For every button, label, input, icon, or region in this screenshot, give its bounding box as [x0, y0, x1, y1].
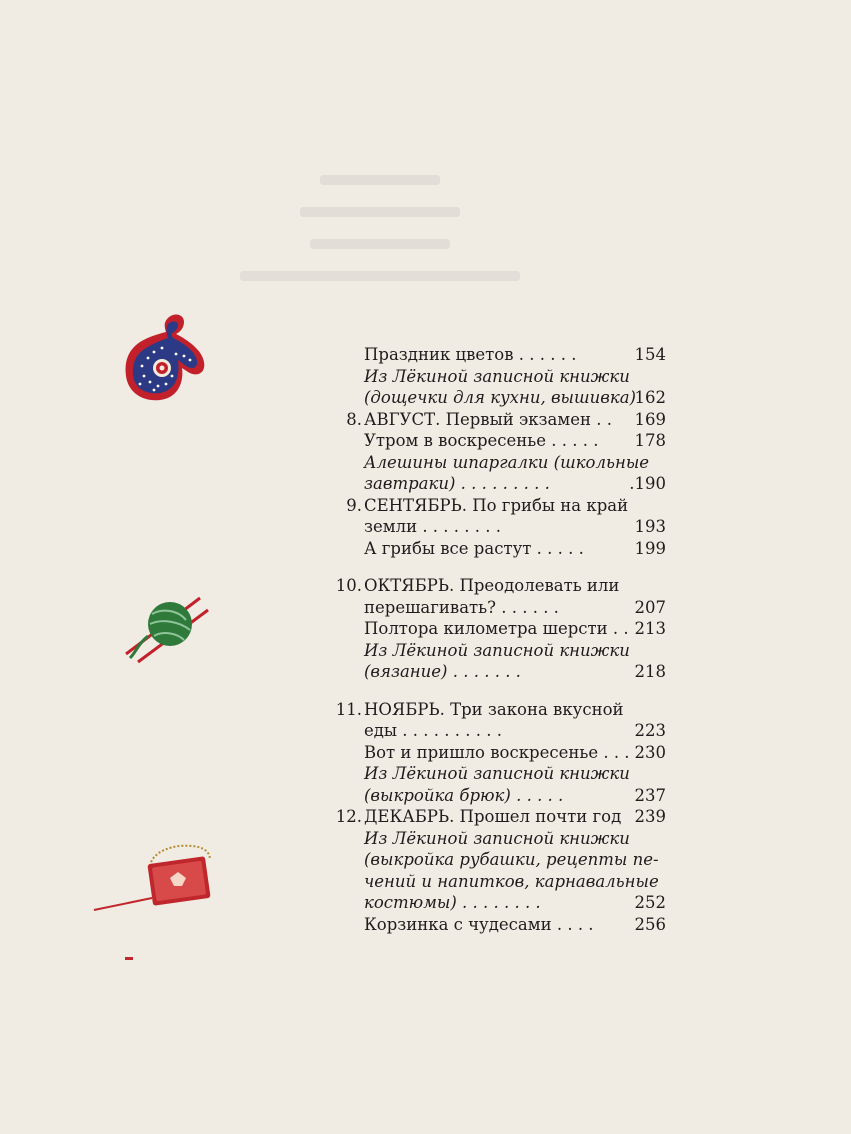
toc-text: Из Лёкиной записной книжки — [364, 366, 630, 386]
toc-line — [330, 575, 670, 597]
toc-line — [330, 720, 670, 742]
page-number: 193 — [634, 517, 666, 536]
chapter-number: 10. — [335, 576, 362, 595]
toc-line — [330, 828, 670, 850]
toc-text: НОЯБРЬ. Три закона вкусной — [364, 699, 624, 719]
toc-entry — [330, 366, 670, 409]
red-mark — [125, 957, 133, 960]
toc-line — [330, 597, 670, 619]
toc-entry — [330, 538, 670, 560]
toc-text: Корзинка с чудесами . . . . — [364, 914, 594, 934]
toc-entry — [330, 828, 670, 914]
red-purse-icon — [92, 842, 217, 912]
toc-text: перешагивать? . . . . . . — [364, 597, 559, 617]
toc-line — [330, 849, 670, 871]
toc-text: (выкройка рубашки, рецепты пе- — [364, 850, 659, 869]
toc-text: еды . . . . . . . . . . — [364, 721, 502, 740]
toc-entry — [330, 495, 670, 538]
page-number: 169 — [634, 409, 666, 429]
toc-line — [330, 871, 670, 893]
toc-text: костюмы) . . . . . . . . — [364, 893, 541, 912]
toc-text: Полтора километра шерсти . . — [364, 619, 629, 638]
page-number: 237 — [634, 785, 666, 805]
toc-line — [330, 495, 670, 517]
toc-line — [330, 538, 670, 560]
toc-text: (дощечки для кухни, вышивка) — [364, 388, 636, 407]
toc-text: Алешины шпаргалки (школьные — [364, 452, 650, 472]
table-of-contents — [330, 344, 670, 935]
toc-entry — [330, 430, 670, 452]
page-number: 199 — [634, 538, 666, 558]
toc-line — [330, 344, 670, 366]
bleed-through-text — [230, 175, 530, 305]
toc-entry — [330, 409, 670, 431]
toc-line — [330, 806, 670, 828]
toc-line — [330, 430, 670, 452]
toc-entry — [330, 640, 670, 683]
toc-entry — [330, 699, 670, 742]
page-number: 230 — [634, 742, 666, 762]
toc-text: Вот и пришло воскресенье . . . — [364, 742, 630, 762]
toc-text: ОКТЯБРЬ. Преодолевать или — [364, 576, 620, 595]
page-number: 218 — [634, 662, 666, 681]
toc-line — [330, 452, 670, 474]
page-number: 239 — [634, 807, 666, 826]
toc-line — [330, 785, 670, 807]
page-number: 178 — [634, 431, 666, 450]
toc-entry — [330, 763, 670, 806]
chapter-number: 8. — [346, 409, 362, 429]
toc-line — [330, 914, 670, 936]
toc-entry — [330, 344, 670, 366]
toc-line — [330, 763, 670, 785]
page-number: 256 — [634, 914, 666, 934]
toc-text: СЕНТЯБРЬ. По грибы на край — [364, 495, 629, 515]
toc-text: АВГУСТ. Первый экзамен . . — [364, 409, 612, 429]
toc-line — [330, 366, 670, 388]
toc-text: завтраки) . . . . . . . . . — [364, 474, 550, 493]
page-number: 162 — [634, 388, 666, 407]
oven-mitt-icon — [118, 310, 213, 410]
toc-text: чений и напитков, карнавальные — [364, 871, 659, 891]
toc-entry — [330, 806, 670, 828]
toc-entry — [330, 452, 670, 495]
toc-text: Из Лёкиной записной книжки — [364, 828, 630, 848]
toc-line — [330, 409, 670, 431]
toc-line — [330, 473, 670, 495]
toc-text: А грибы все растут . . . . . — [364, 538, 584, 558]
toc-line — [330, 516, 670, 538]
toc-line — [330, 640, 670, 662]
toc-text: земли . . . . . . . . — [364, 517, 501, 536]
toc-entry — [330, 914, 670, 936]
toc-text: Праздник цветов . . . . . . — [364, 345, 577, 364]
page-number: 223 — [634, 721, 666, 740]
toc-text: (вязание) . . . . . . . — [364, 662, 521, 681]
toc-text: ДЕКАБРЬ. Прошел почти год — [364, 807, 622, 826]
toc-line — [330, 387, 670, 409]
toc-text: Из Лёкиной записной книжки — [364, 764, 630, 783]
chapter-number: 12. — [335, 807, 362, 826]
chapter-number: 9. — [346, 495, 362, 515]
page-number: 154 — [634, 345, 666, 364]
yarn-ball-icon — [120, 592, 212, 664]
page-number: .190 — [629, 474, 666, 493]
page-number: 252 — [634, 893, 666, 912]
toc-line — [330, 661, 670, 683]
toc-text: (выкройка брюк) . . . . . — [364, 785, 564, 805]
toc-line — [330, 699, 670, 721]
toc-text: Из Лёкиной записной книжки — [364, 640, 630, 660]
page-number: 213 — [634, 619, 666, 638]
toc-entry — [330, 575, 670, 618]
chapter-number: 11. — [335, 699, 362, 719]
toc-line — [330, 618, 670, 640]
toc-entry — [330, 742, 670, 764]
toc-line — [330, 892, 670, 914]
toc-entry — [330, 618, 670, 640]
page-number: 207 — [634, 597, 666, 617]
toc-text: Утром в воскресенье . . . . . — [364, 431, 599, 450]
toc-line — [330, 742, 670, 764]
